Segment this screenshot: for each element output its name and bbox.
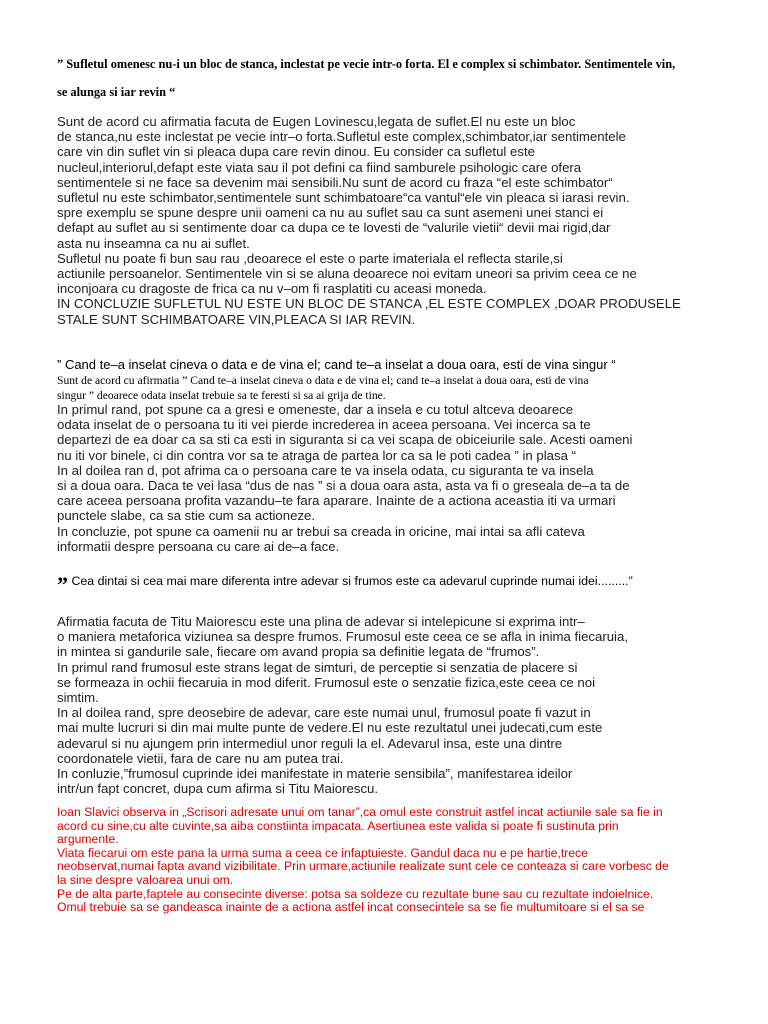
text-line: neobservat,numai fapta avand vizibilitate. Prin urmare,actiunile realizate sunt cele ce conteaza si care vorbesc de — [57, 859, 669, 874]
text-line: asta nu inseamna ca nu ai suflet. — [57, 235, 250, 251]
quote-heading-2: ” Cand te–a inselat cineva o data e de vina el; cand te–a inselat a doua oara, esti de vina singur “ — [57, 357, 616, 372]
quote-heading-line-2: se alunga si iar revin “ — [57, 85, 176, 99]
text-line: sufletul nu este schimbator,sentimentele sunt schimbatoare“ca vantul“ele vin pleaca si iarasi revin. — [57, 190, 630, 206]
text-line: spre exemplu se spune despre unii oameni ca nu au suflet sau ca sunt asemeni unei stanci ei — [57, 205, 604, 221]
text-line: mai multe lucruri si din mai multe punte de vedere.El nu este rezultatul unei judecati,cum este — [57, 720, 603, 736]
text-line: Sunt de acord cu afirmatia facuta de Eugen Lovinescu,legata de suflet.El nu este un bloc — [57, 114, 576, 129]
essay-2-intro — [57, 373, 717, 403]
text-line: Afirmatia facuta de Titu Maiorescu este una plina de adevar si intelepicune si exprima intr– — [57, 614, 585, 629]
text-line: singur ” deoarece odata inselat trebuie sa te feresti si sa ai grija de tine. — [57, 389, 386, 402]
essay-1-paragraph-1 — [57, 114, 717, 327]
text-line: intr/un fapt concret, dupa cum afirma si Titu Maiorescu. — [57, 781, 379, 797]
text-line: In primul rand frumosul este strans legat de simturi, de perceptie si senzatia de placere si — [57, 659, 578, 675]
text-line: actiunile persoanelor. Sentimentele vin si se aluna deoarece noi evitam uneori sa privim ceea ce ne — [57, 266, 637, 282]
text-line: In al doilea rand, spre deosebire de adevar, care este numai unul, frumosul poate fi vazut in — [57, 705, 591, 721]
text-line: la sine despre valoarea unui om. — [57, 872, 234, 887]
text-line: de stanca,nu este inclestat pe vecie intr–o forta.Sufletul este complex,schimbator,iar sentimentele — [57, 129, 626, 145]
text-line: Viata fiecarui om este pana la urma suma a ceea ce infaptuieste. Gandul daca nu e pe hartie,trece — [57, 845, 588, 860]
quote-heading-line-1: ” Sufletul omenesc nu-i un bloc de stanca, inclestat pe vecie intr-o forta. El e complex si schimbator. Sentimentele vin, — [57, 57, 676, 71]
text-line: simtim. — [57, 690, 99, 706]
text-line: Omul trebuie sa se gandeasca inainte de a actiona astfel incat consecintele sa se fie multumitoare si el sa se — [57, 900, 645, 915]
text-line: In primul rand, pot spune ca a gresi e omeneste, dar a insela e cu totul altceva deoarece — [57, 402, 574, 417]
text-line: defapt au suflet au si sentimente doar ca dupa ce te lovesti de “valurile vietii“ devii mai rigid,dar — [57, 220, 611, 236]
text-line: departezi de ea doar ca sa sti ca esti in siguranta si ca vei scapa de obiceiurile sale. Acesti oameni — [57, 432, 633, 448]
text-line: In concluzie, pot spune ca oamenii nu ar trebui sa creada in oricine, mai intai sa afli cateva — [57, 523, 585, 539]
text-line: adevarul si nu ajungem prin intermediul unor reguli la el. Adevarul insa, este una dintre — [57, 735, 563, 751]
text-line: informatii despre persoana cu care ai de–a face. — [57, 538, 340, 554]
text-line: nucleul,interiorul,defapt este viata sau il pot defini ca fiind samburele psihologic care ofera — [57, 159, 582, 175]
text-line: Sufletul nu poate fi bun sau rau ,deoarece el este o parte imateriala el reflecta starile,si — [57, 250, 563, 266]
text-line: In conluzie,”frumosul cuprinde idei manifestate in materie sensibila”, manifestarea ideilor — [57, 766, 573, 782]
text-line: coordonatele vietii, fara de care nu am putea trai. — [57, 750, 344, 766]
text-line: acord cu sine,cu alte cuvinte,sa aiba constiinta impacata. Asertiunea este valida si poate fi sustinuta prin — [57, 818, 619, 833]
text-line: in mintea si gandurile sale, fiecare om avand propia sa definitie legata de “frumos”. — [57, 644, 540, 660]
text-line: nu iti vor binele, ci din contra vor sa te atraga de partea lor ca sa le poti cadea ” in plasa “ — [57, 447, 576, 463]
text-line: Ioan Slavici observa in „Scrisori adresate unui om tanar”,ca omul este construit astfel incat actiunile sale sa fie in — [57, 805, 663, 819]
text-line: Sunt de acord cu afirmatia ” Cand te–a inselat cineva o data e de vina el; cand te–a inselat a doua oara, esti de vina — [57, 374, 589, 387]
conclusion-line: STALE SUNT SCHIMBATOARE VIN,PLEACA SI IAR REVIN. — [57, 311, 416, 327]
quote-heading-3-text: Cea dintai si cea mai mare diferenta intre adevar si frumos este ca adevarul cuprinde numai idei.........” — [68, 574, 633, 588]
text-line: odata inselat de o persoana tu iti vei pierde increderea in aceea persoana. Vei incerca sa te — [57, 417, 591, 433]
text-line: In al doilea ran d, pot afrima ca o persoana care te va insela odata, cu siguranta te va insela — [57, 462, 594, 478]
essay-2-body — [57, 402, 717, 554]
conclusion-line: IN CONCLUZIE SUFLETUL NU ESTE UN BLOC DE STANCA ,EL ESTE COMPLEX ,DOAR PRODUSELE — [57, 296, 681, 312]
text-line: argumente. — [57, 832, 119, 847]
text-line: care aceea persoana profita vazandu–te fara aparare. Inainte de a actiona aceastia iti va urmari — [57, 493, 616, 509]
text-line: punctele slabe, ca sa stie cum sa actioneze. — [57, 508, 316, 524]
text-line: sentimentele si ne face sa devenim mai sensibili.Nu sunt de acord cu fraza “el este schimbator“ — [57, 174, 613, 190]
text-line: se formeaza in ochii fiecaruia in mod diferit. Frumosul este o senzatie fizica,este ceea ce noi — [57, 674, 596, 690]
text-line: si a doua oara. Daca te vei lasa “dus de nas ” si a doua oara asta, asta va fi o greseala de–a ta de — [57, 478, 630, 494]
essay-3-body — [57, 614, 717, 796]
quote-heading-3 — [57, 572, 633, 598]
text-line: o maniera metaforica viziunea sa despre frumos. Frumosul este ceea ce se afla in inima fiecaruia, — [57, 629, 628, 645]
text-line: inconjoara cu dragoste de frica ca nu v–om fi rasplatiti cu aceasi moneda. — [57, 281, 487, 297]
open-quote-mark: ” — [57, 572, 68, 597]
text-line: care vin din suflet vin si pleaca dupa care revin dinou. Eu consider ca sufletul este — [57, 144, 535, 160]
text-line: Pe de alta parte,faptele au consecinte diverse: potsa sa soldeze cu rezultate bune sau cu rezultate indoielnice. — [57, 886, 654, 901]
essay-4-red-text — [57, 806, 717, 915]
